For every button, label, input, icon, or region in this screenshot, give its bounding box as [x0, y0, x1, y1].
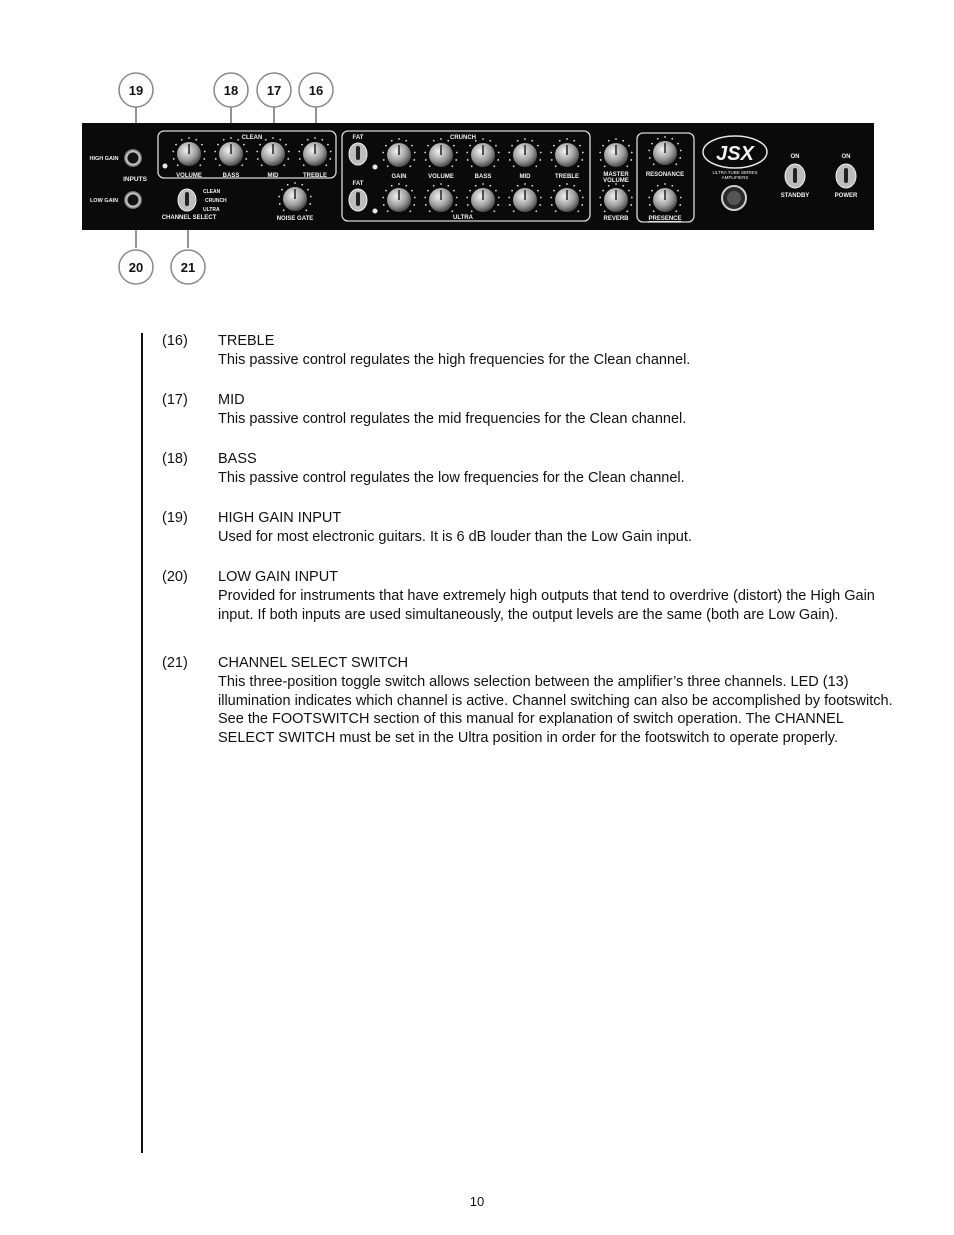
knob-scale-dot — [447, 140, 449, 142]
svg-text:19: 19 — [128, 83, 144, 98]
knob-scale-dot — [653, 163, 655, 165]
knob-scale-dot — [604, 165, 606, 167]
reverb-label: REVERB — [603, 216, 629, 222]
knob-scale-dot — [433, 140, 435, 142]
knob-scale-dot — [204, 151, 206, 153]
knob-scale-dot — [631, 152, 633, 154]
knob-scale-dot — [679, 157, 681, 159]
knob-scale-dot — [385, 145, 387, 147]
clean-header: CLEAN — [241, 135, 263, 141]
margin-rule — [141, 333, 143, 1153]
knob-scale-dot — [382, 152, 384, 154]
knob-scale-dot — [405, 185, 407, 187]
knob-scale-dot — [177, 164, 179, 166]
knob-scale-dot — [413, 159, 415, 161]
knob-scale-dot — [469, 190, 471, 192]
item-21 — [162, 654, 902, 748]
knob-scale-dot — [283, 209, 285, 211]
ultra-led — [373, 209, 378, 214]
standby-on-label: ON — [790, 154, 800, 160]
channel-select-switch[interactable] — [178, 189, 196, 211]
knob-scale-dot — [615, 138, 617, 140]
page-number: 10 — [469, 1194, 485, 1209]
knob-scale-dot — [327, 144, 329, 146]
knob-scale-dot — [497, 159, 499, 161]
knob-scale-dot — [237, 139, 239, 141]
crunch-treble-label: TREBLE — [555, 174, 579, 180]
knob-scale-dot — [391, 185, 393, 187]
knob-scale-dot — [217, 144, 219, 146]
knob-scale-dot — [493, 210, 495, 212]
knob-scale-dot — [440, 138, 442, 140]
callout-20 — [119, 250, 153, 284]
master-label-1: MASTER — [603, 172, 629, 178]
knob-scale-dot — [631, 197, 633, 199]
item-description: This passive control regulates the mid frequencies for the Clean channel. — [218, 410, 687, 427]
knob-scale-dot — [671, 138, 673, 140]
knob-scale-dot — [310, 196, 312, 198]
item-number: (16) — [162, 333, 188, 349]
knob-scale-dot — [409, 165, 411, 167]
knob-scale-dot — [602, 190, 604, 192]
knob-scale-dot — [469, 145, 471, 147]
crunch-volume-label: VOLUME — [428, 174, 454, 180]
knob-scale-dot — [329, 158, 331, 160]
knob-scale-dot — [241, 164, 243, 166]
knob-scale-dot — [608, 185, 610, 187]
knob-scale-dot — [550, 197, 552, 199]
knob-scale-dot — [649, 157, 651, 159]
knob-scale-dot — [467, 159, 469, 161]
knob-scale-dot — [279, 139, 281, 141]
knob-scale-dot — [489, 185, 491, 187]
knob-scale-dot — [582, 152, 584, 154]
item-number: (18) — [162, 451, 188, 467]
knob-scale-dot — [493, 165, 495, 167]
high-gain-jack[interactable] — [124, 149, 142, 167]
callout-19 — [119, 73, 153, 107]
master-label-2: VOLUME — [603, 178, 629, 184]
knob-scale-dot — [172, 151, 174, 153]
knob-scale-dot — [230, 137, 232, 139]
crunch-bass-label: BASS — [474, 174, 492, 180]
knob-scale-dot — [471, 210, 473, 212]
item-19 — [162, 509, 902, 547]
knob-scale-dot — [425, 159, 427, 161]
knob-scale-dot — [429, 210, 431, 212]
knob-scale-dot — [531, 185, 533, 187]
knob-scale-dot — [475, 185, 477, 187]
knob-scale-dot — [675, 163, 677, 165]
item-18 — [162, 450, 902, 488]
standby-switch[interactable] — [785, 164, 805, 188]
item-number: (19) — [162, 510, 188, 526]
knob-scale-dot — [559, 185, 561, 187]
knob-scale-dot — [256, 151, 258, 153]
clean-bass-label: BASS — [222, 173, 240, 179]
knob-scale-dot — [537, 190, 539, 192]
knob-scale-dot — [175, 144, 177, 146]
knob-scale-dot — [414, 152, 416, 154]
knob-scale-dot — [495, 190, 497, 192]
knob-scale-dot — [409, 210, 411, 212]
knob-scale-dot — [677, 143, 679, 145]
knob-scale-dot — [383, 159, 385, 161]
item-description: Used for most electronic guitars. It is 6 dB louder than the Low Gain input. — [218, 528, 692, 545]
knob-scale-dot — [608, 140, 610, 142]
item-title: MID — [218, 392, 245, 408]
item-description: This passive control regulates the high frequencies for the Clean channel. — [218, 351, 691, 368]
series-line-2: AMPLIFIERS — [721, 175, 749, 180]
knob-scale-dot — [653, 210, 655, 212]
knob-scale-dot — [630, 159, 632, 161]
knob-scale-dot — [223, 139, 225, 141]
knob-scale-dot — [511, 145, 513, 147]
knob-scale-dot — [455, 159, 457, 161]
knob-scale-dot — [427, 190, 429, 192]
knob-scale-dot — [411, 190, 413, 192]
knob-scale-dot — [214, 151, 216, 153]
knob-scale-dot — [285, 144, 287, 146]
knob-scale-dot — [199, 164, 201, 166]
knob-scale-dot — [301, 184, 303, 186]
knob-scale-dot — [579, 190, 581, 192]
standby-label: STANDBY — [780, 193, 810, 199]
item-description: This three-position toggle switch allows selection between the amplifier’s three channels. LED (13) illumination indicates which channel is active. Channel switching can also be accomplished by footswitch. See the FOOTSWITCH section of this manual for explanation of switch operation. The CHANNEL SELECT SWITCH must be set in the Ultra position in order for the footswitch to operate properly. — [218, 673, 893, 747]
knob-scale-dot — [425, 204, 427, 206]
knob-scale-dot — [680, 197, 682, 199]
knob-scale-dot — [453, 190, 455, 192]
power-switch[interactable] — [836, 164, 856, 188]
knob-scale-dot — [553, 190, 555, 192]
resonance-label: RESONANCE — [645, 172, 685, 178]
jsx-logo: JSX — [716, 143, 754, 165]
knob-scale-dot — [259, 144, 261, 146]
knob-scale-dot — [453, 145, 455, 147]
svg-text:18: 18 — [223, 83, 239, 98]
knob-scale-dot — [566, 138, 568, 140]
knob-scale-dot — [651, 143, 653, 145]
knob-scale-dot — [456, 197, 458, 199]
sel-crunch-label: CRUNCH — [205, 198, 227, 204]
knob-scale-dot — [482, 138, 484, 140]
knob-scale-dot — [188, 137, 190, 139]
knob-scale-dot — [657, 138, 659, 140]
knob-scale-dot — [649, 204, 651, 206]
knob-scale-dot — [466, 197, 468, 199]
knob-scale-dot — [600, 159, 602, 161]
knob-scale-dot — [531, 140, 533, 142]
knob-scale-dot — [626, 210, 628, 212]
channel-select-label: CHANNEL SELECT — [161, 215, 217, 221]
knob-scale-dot — [679, 204, 681, 206]
knob-scale-dot — [680, 150, 682, 152]
knob-scale-dot — [573, 185, 575, 187]
knob-scale-dot — [599, 152, 601, 154]
knob-scale-dot — [535, 165, 537, 167]
knob-scale-dot — [513, 210, 515, 212]
item-20 — [162, 568, 902, 624]
knob-scale-dot — [281, 189, 283, 191]
knob-scale-dot — [195, 139, 197, 141]
knob-scale-dot — [651, 190, 653, 192]
knob-scale-dot — [265, 139, 267, 141]
knob-scale-dot — [508, 197, 510, 199]
knob-scale-dot — [278, 196, 280, 198]
knob-scale-dot — [495, 145, 497, 147]
knob-scale-dot — [524, 183, 526, 185]
knob-scale-dot — [287, 184, 289, 186]
knob-scale-dot — [559, 140, 561, 142]
knob-scale-dot — [307, 139, 309, 141]
knob-scale-dot — [553, 145, 555, 147]
power-on-label: ON — [841, 154, 851, 160]
knob-scale-dot — [330, 151, 332, 153]
knob-scale-dot — [581, 159, 583, 161]
item-title: LOW GAIN INPUT — [218, 569, 339, 585]
sel-ultra-label: ULTRA — [203, 207, 220, 213]
knob-scale-dot — [298, 151, 300, 153]
knob-scale-dot — [628, 145, 630, 147]
knob-scale-dot — [424, 197, 426, 199]
item-title: HIGH GAIN INPUT — [218, 510, 342, 526]
sel-clean-label: CLEAN — [203, 189, 221, 195]
fat-crunch-switch[interactable] — [349, 143, 367, 165]
knob-scale-dot — [577, 165, 579, 167]
knob-scale-dot — [215, 158, 217, 160]
knob-scale-dot — [628, 190, 630, 192]
crunch-mid-label: MID — [519, 174, 531, 180]
clean-treble-label: TREBLE — [303, 173, 327, 179]
item-title: TREBLE — [218, 333, 275, 349]
knob-scale-dot — [550, 152, 552, 154]
low-gain-label: LOW GAIN — [89, 198, 119, 204]
knob-scale-dot — [677, 190, 679, 192]
knob-scale-dot — [219, 164, 221, 166]
knob-scale-dot — [391, 140, 393, 142]
knob-scale-dot — [424, 152, 426, 154]
knob-scale-dot — [600, 204, 602, 206]
knob-scale-dot — [283, 164, 285, 166]
knob-scale-dot — [675, 210, 677, 212]
callout-17 — [257, 73, 291, 107]
knob-scale-dot — [551, 204, 553, 206]
item-description: Provided for instruments that have extremely high outputs that tend to overdrive (distort) the High Gain input. If both inputs are used simultaneously, the output levels are the same (both are Low Gain). — [218, 587, 875, 623]
knob-scale-dot — [648, 150, 650, 152]
knob-scale-dot — [498, 152, 500, 154]
knob-scale-dot — [539, 159, 541, 161]
knob-scale-dot — [517, 140, 519, 142]
noise-gate-label: NOISE GATE — [276, 216, 314, 222]
svg-text:16: 16 — [308, 83, 324, 98]
knob-scale-dot — [622, 140, 624, 142]
knob-scale-dot — [581, 204, 583, 206]
knob-scale-dot — [573, 140, 575, 142]
knob-scale-dot — [398, 138, 400, 140]
knob-scale-dot — [305, 209, 307, 211]
item-title: CHANNEL SELECT SWITCH — [218, 655, 409, 671]
knob-scale-dot — [181, 139, 183, 141]
item-title: BASS — [218, 451, 257, 467]
knob-scale-dot — [301, 144, 303, 146]
knob-scale-dot — [383, 204, 385, 206]
knob-scale-dot — [602, 145, 604, 147]
knob-scale-dot — [451, 210, 453, 212]
knob-scale-dot — [524, 138, 526, 140]
knob-scale-dot — [325, 164, 327, 166]
knob-scale-dot — [203, 158, 205, 160]
knob-scale-dot — [321, 139, 323, 141]
svg-text:17: 17 — [266, 83, 282, 98]
knob-scale-dot — [517, 185, 519, 187]
item-16 — [162, 332, 902, 370]
knob-scale-dot — [414, 197, 416, 199]
knob-scale-dot — [482, 183, 484, 185]
knob-scale-dot — [577, 210, 579, 212]
knob-scale-dot — [261, 164, 263, 166]
knob-scale-dot — [429, 165, 431, 167]
knob-scale-dot — [201, 144, 203, 146]
power-label: POWER — [834, 193, 858, 199]
knob-scale-dot — [243, 144, 245, 146]
knob-scale-dot — [537, 145, 539, 147]
knob-scale-dot — [540, 152, 542, 154]
knob-scale-dot — [398, 183, 400, 185]
knob-scale-dot — [664, 183, 666, 185]
knob-scale-dot — [405, 140, 407, 142]
knob-scale-dot — [455, 204, 457, 206]
knob-scale-dot — [294, 182, 296, 184]
presence-label: PRESENCE — [648, 216, 682, 222]
knob-scale-dot — [582, 197, 584, 199]
fat-bottom-label: FAT — [352, 181, 364, 187]
knob-scale-dot — [604, 210, 606, 212]
item-17 — [162, 391, 902, 429]
knob-scale-dot — [288, 151, 290, 153]
low-gain-jack[interactable] — [124, 191, 142, 209]
callout-16 — [299, 73, 333, 107]
callout-18 — [214, 73, 248, 107]
knob-scale-dot — [497, 204, 499, 206]
knob-scale-dot — [599, 197, 601, 199]
knob-scale-dot — [489, 140, 491, 142]
inputs-label: INPUTS — [123, 176, 147, 183]
knob-scale-dot — [451, 165, 453, 167]
knob-scale-dot — [303, 164, 305, 166]
knob-scale-dot — [513, 165, 515, 167]
knob-scale-dot — [173, 158, 175, 160]
knob-scale-dot — [630, 204, 632, 206]
series-line-1: ULTRA TUBE SERIES — [712, 170, 758, 175]
knob-scale-dot — [245, 158, 247, 160]
knob-scale-dot — [498, 197, 500, 199]
item-number: (17) — [162, 392, 188, 408]
knob-scale-dot — [539, 204, 541, 206]
knob-scale-dot — [387, 165, 389, 167]
crunch-gain-label: GAIN — [391, 174, 407, 180]
knob-scale-dot — [509, 159, 511, 161]
knob-scale-dot — [440, 183, 442, 185]
clean-mid-label: MID — [267, 173, 279, 179]
knob-scale-dot — [555, 165, 557, 167]
knob-scale-dot — [413, 204, 415, 206]
item-number: (20) — [162, 569, 188, 585]
knob-scale-dot — [246, 151, 248, 153]
knob-scale-dot — [467, 204, 469, 206]
knob-scale-dot — [257, 158, 259, 160]
knob-scale-dot — [387, 210, 389, 212]
knob-scale-dot — [307, 189, 309, 191]
knob-scale-dot — [471, 165, 473, 167]
knob-scale-dot — [287, 158, 289, 160]
callout-21 — [171, 250, 205, 284]
ultra-footer: ULTRA — [453, 215, 473, 221]
knob-scale-dot — [427, 145, 429, 147]
knob-scale-dot — [299, 158, 301, 160]
knob-scale-dot — [309, 203, 311, 205]
knob-scale-dot — [509, 204, 511, 206]
high-gain-label: HIGH GAIN — [89, 156, 119, 162]
knob-scale-dot — [385, 190, 387, 192]
fat-top-label: FAT — [352, 135, 364, 141]
knob-scale-dot — [382, 197, 384, 199]
knob-scale-dot — [314, 137, 316, 139]
item-number: (21) — [162, 655, 188, 671]
knob-scale-dot — [657, 185, 659, 187]
knob-scale-dot — [648, 197, 650, 199]
fat-ultra-switch[interactable] — [349, 189, 367, 211]
knob-scale-dot — [511, 190, 513, 192]
knob-scale-dot — [508, 152, 510, 154]
knob-scale-dot — [626, 165, 628, 167]
knob-scale-dot — [411, 145, 413, 147]
knob-scale-dot — [466, 152, 468, 154]
knob-scale-dot — [579, 145, 581, 147]
knob-scale-dot — [272, 137, 274, 139]
crunch-led — [373, 165, 378, 170]
svg-text:21: 21 — [180, 260, 196, 275]
clean-led — [163, 164, 168, 169]
knob-scale-dot — [551, 159, 553, 161]
crunch-header: CRUNCH — [450, 135, 476, 141]
knob-scale-dot — [566, 183, 568, 185]
knob-scale-dot — [555, 210, 557, 212]
knob-scale-dot — [671, 185, 673, 187]
knob-scale-dot — [279, 203, 281, 205]
knob-scale-dot — [622, 185, 624, 187]
clean-volume-label: VOLUME — [176, 173, 202, 179]
knob-scale-dot — [456, 152, 458, 154]
item-description: This passive control regulates the low frequencies for the Clean channel. — [218, 469, 685, 486]
amp-front-panel-figure — [0, 0, 954, 300]
knob-scale-dot — [447, 185, 449, 187]
knob-scale-dot — [540, 197, 542, 199]
knob-scale-dot — [664, 136, 666, 138]
knob-scale-dot — [535, 210, 537, 212]
knob-scale-dot — [433, 185, 435, 187]
svg-text:20: 20 — [128, 260, 144, 275]
